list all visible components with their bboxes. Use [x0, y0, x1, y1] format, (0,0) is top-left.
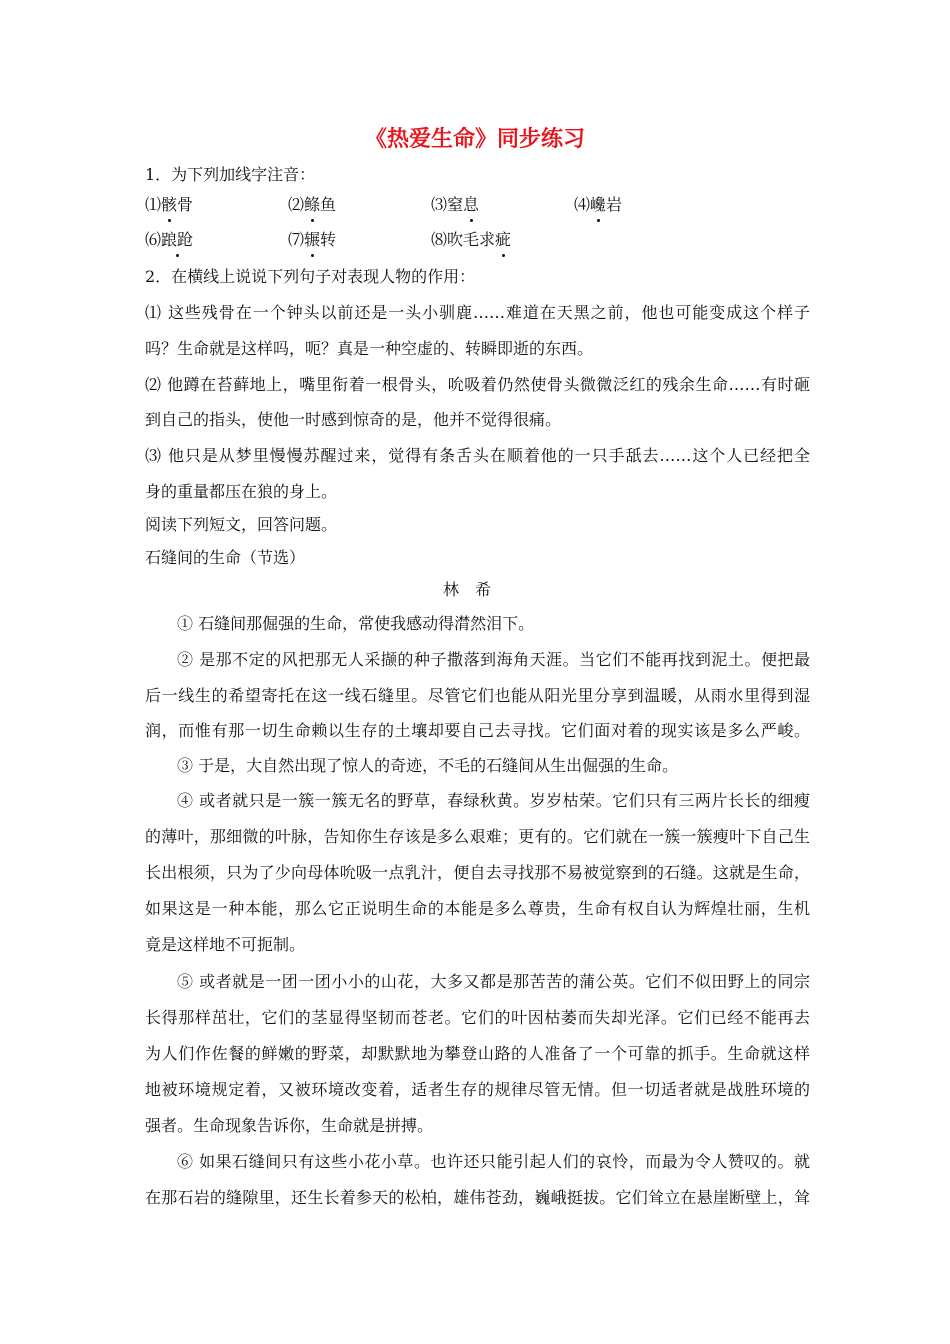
- paragraph-line: ⑥ 如果石缝间只有这些小花小草。也许还只能引起人们的哀怜，而最为令人赞叹的。就: [177, 1152, 810, 1171]
- reading-intro: 阅读下列短文，回答问题。: [145, 515, 338, 534]
- paragraph-line: ④ 或者就只是一簇一簇无名的野草，春绿秋黄。岁岁枯荣。它们只有三两片长长的细瘦: [177, 791, 810, 810]
- article-title: 石缝间的生命（节选）: [145, 548, 306, 567]
- q2-line: ⑶ 他只是从梦里慢慢苏醒过来，觉得有条舌头在顺着他的一只手舐去……这个人已经把全: [145, 446, 810, 465]
- paragraph-line: 长得那样茁壮，它们的茎显得坚韧而苍老。它们的叶因枯萎而失却光泽。它们已经不能再去: [145, 1008, 810, 1027]
- article-author: 林希: [442, 580, 507, 599]
- q1-item-6: ⑹踉跄: [145, 230, 194, 249]
- paragraph-line: 如果这是一种本能，那么它正说明生命的本能是多么尊贵，生命有权自认为辉煌壮丽，生机: [145, 899, 810, 918]
- q1-item-2: ⑵鲦鱼: [288, 195, 337, 214]
- question-1-prompt: 1．为下列加线字注音：: [145, 165, 316, 184]
- q2-line: 到自己的指头，使他一时感到惊奇的是，他并不觉得很痛。: [145, 410, 562, 429]
- q1-item-3: ⑶窒息: [431, 195, 480, 214]
- q1-item-8: ⑻吹毛求疵: [431, 230, 512, 249]
- paragraph-line: 长出根须，只为了少向母体吮吸一点乳汁，便自去寻找那不易被觉察到的石缝。这就是生命，: [145, 863, 810, 882]
- paragraph-line: ⑤ 或者就是一团一团小小的山花，大多又都是那苦苦的蒲公英。它们不似田野上的同宗: [177, 972, 810, 991]
- paragraph-line: 强者。生命现象告诉你，生命就是拼搏。: [145, 1116, 434, 1135]
- page-title: 《热爱生命》同步练习: [364, 127, 585, 152]
- paragraph-line: 竟是这样地不可扼制。: [145, 935, 306, 954]
- paragraph-line: 地被环境规定着，又被环境改变着，适者生存的规律尽管无情。但一切适者就是战胜环境的: [145, 1080, 810, 1099]
- paragraph-line: ① 石缝间那倔强的生命，常使我感动得潸然泪下。: [177, 614, 535, 633]
- paragraph-line: 在那石岩的缝隙里，还生长着参天的松柏，雄伟苍劲，巍峨挺拔。它们耸立在悬崖断壁上，耸: [145, 1188, 810, 1207]
- q1-item-1: ⑴骸骨: [145, 195, 194, 214]
- q1-item-4: ⑷巉岩: [574, 195, 623, 214]
- paragraph-line: ③ 于是，大自然出现了惊人的奇迹，不毛的石缝间从生出倔强的生命。: [177, 756, 679, 775]
- paragraph-line: ② 是那不定的风把那无人采撷的种子撒落到海角天涯。当它们不能再找到泥土。便把最: [177, 650, 810, 669]
- question-2-prompt: 2．在横线上说说下列句子对表现人物的作用：: [145, 267, 476, 286]
- q1-item-7: ⑺辗转: [288, 230, 337, 249]
- paragraph-line: 润，而惟有那一切生命赖以生存的土壤却要自己去寻找。它们面对着的现实该是多么严峻。: [145, 721, 810, 740]
- paragraph-line: 后一线生的希望寄托在这一线石缝里。尽管它们也能从阳光里分享到温暖，从雨水里得到湿: [145, 686, 810, 705]
- paragraph-line: 为人们作佐餐的鲜嫩的野菜，却默默地为攀登山路的人准备了一个可靠的抓手。生命就这样: [145, 1044, 810, 1063]
- q2-line: ⑵ 他蹲在苔藓地上，嘴里衔着一根骨头，吮吸着仍然使骨头微微泛红的残余生命……有时砸: [145, 375, 810, 394]
- q2-line: ⑴ 这些残骨在一个钟头以前还是一头小驯鹿……难道在天黑之前，他也可能变成这个样子: [145, 303, 810, 322]
- q2-line: 身的重量都压在狼的身上。: [145, 482, 338, 501]
- paragraph-line: 的薄叶，那细微的叶脉，告知你生存该是多么艰难；更有的。它们就在一簇一簇瘦叶下自己生: [145, 827, 810, 846]
- q2-line: 吗？生命就是这样吗，呃？真是一种空虚的、转瞬即逝的东西。: [145, 339, 594, 358]
